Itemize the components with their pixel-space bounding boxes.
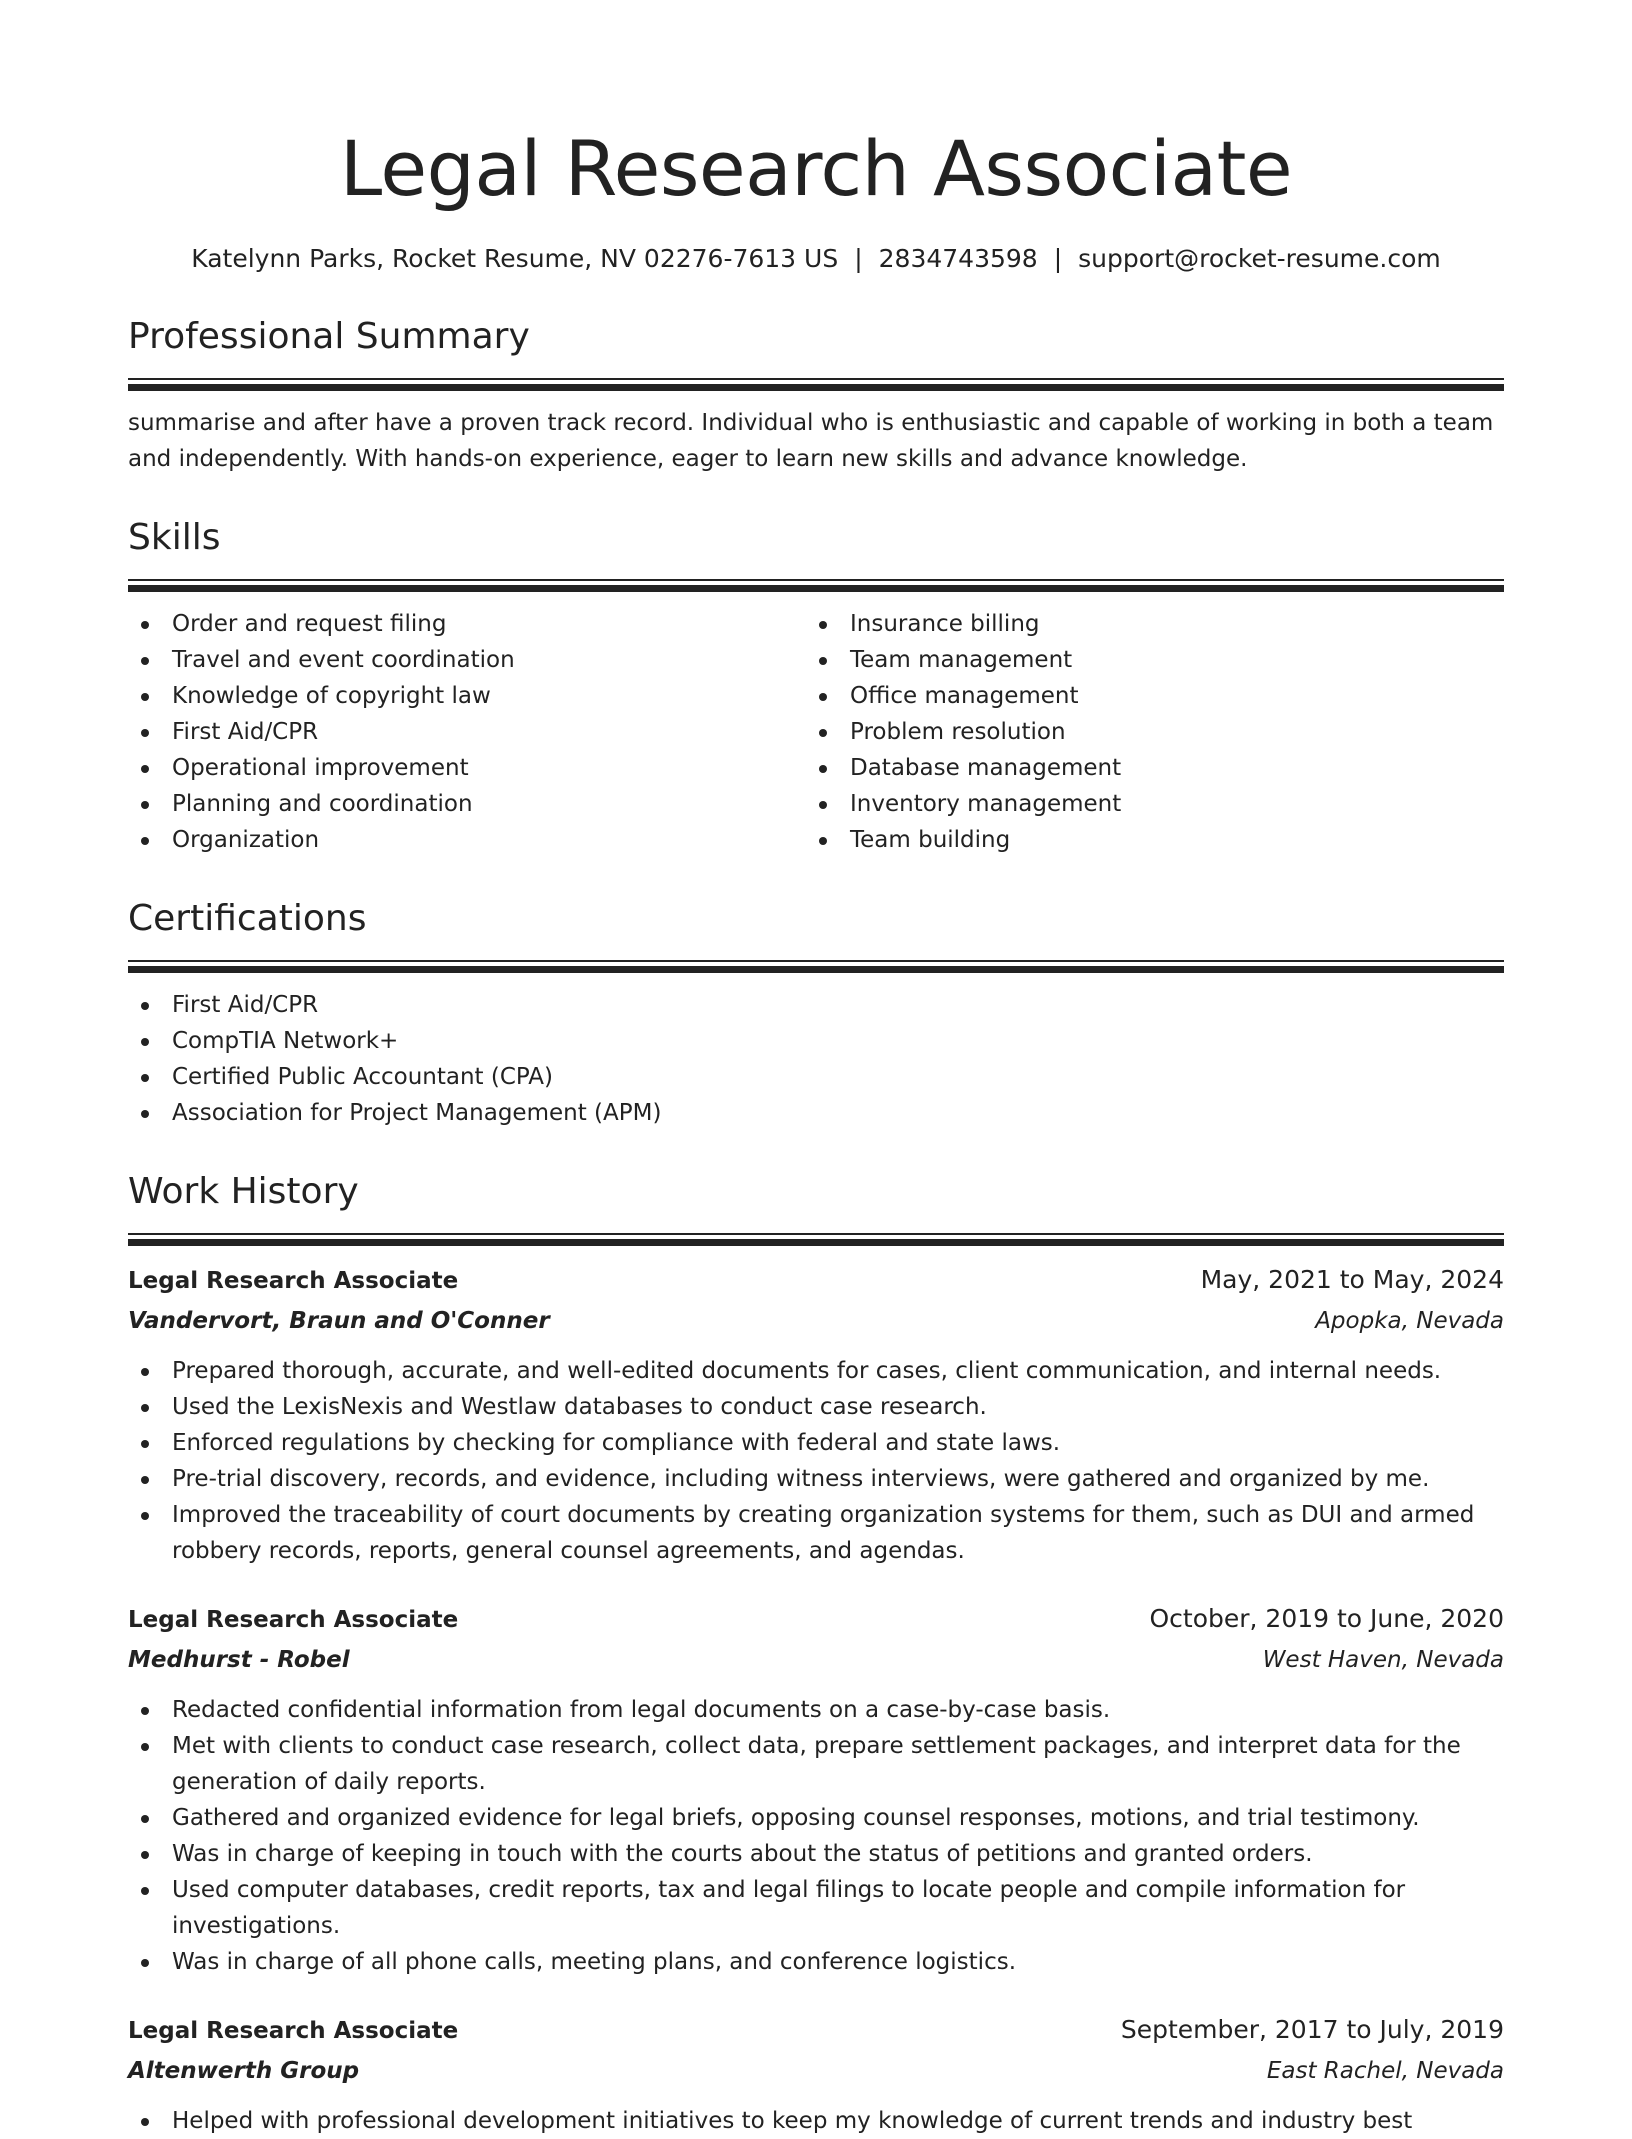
- duty-item: Gathered and organized evidence for legal briefs, opposing counsel responses, motions, and trial testimony.: [128, 1800, 1504, 1836]
- contact-address: Katelynn Parks, Rocket Resume, NV 02276-7613 US: [191, 244, 839, 273]
- job-dates: October, 2019 to June, 2020: [1149, 1604, 1504, 1633]
- skill-item: Organization: [128, 822, 806, 858]
- job-company: Altenwerth Group: [128, 2058, 360, 2084]
- job-company: Medhurst - Robel: [128, 1647, 350, 1673]
- duty-item: Prepared thorough, accurate, and well-edited documents for cases, client communication, and internal needs.: [128, 1353, 1504, 1389]
- skills-right-list: [806, 606, 1484, 858]
- job-subheader: [128, 1301, 1504, 1341]
- job-dates: September, 2017 to July, 2019: [1120, 2015, 1504, 2044]
- certification-item: Certified Public Accountant (CPA): [128, 1059, 1504, 1095]
- duty-item: Pre-trial discovery, records, and evidence, including witness interviews, were gathered and organized by me.: [128, 1461, 1504, 1497]
- job-title: Legal Research Associate: [128, 1607, 459, 1633]
- job-company: Vandervort, Braun and O'Conner: [128, 1308, 550, 1334]
- certification-item: CompTIA Network+: [128, 1023, 1504, 1059]
- job-duties: [128, 1353, 1504, 1569]
- section-heading: Work History: [128, 1171, 359, 1212]
- contact-separator: |: [854, 244, 863, 273]
- duty-item: Used the LexisNexis and Westlaw databases to conduct case research.: [128, 1389, 1504, 1425]
- job-dates: May, 2021 to May, 2024: [1200, 1265, 1504, 1294]
- job-entry: [128, 2010, 1504, 2139]
- duty-item: Met with clients to conduct case research, collect data, prepare settlement packages, and interpret data for the generation of daily reports.: [128, 1728, 1504, 1800]
- certifications-section: [128, 896, 1504, 1131]
- skill-item: Problem resolution: [806, 714, 1484, 750]
- section-divider: [128, 960, 1504, 973]
- job-header: [128, 2010, 1504, 2051]
- summary-section: [128, 314, 1504, 477]
- contact-separator: |: [1053, 244, 1063, 273]
- skill-item: Operational improvement: [128, 750, 806, 786]
- duty-item: Was in charge of keeping in touch with the courts about the status of petitions and granted orders.: [128, 1836, 1504, 1872]
- section-divider: [128, 378, 1504, 391]
- section-heading: Professional Summary: [128, 316, 530, 357]
- skills-section: [128, 515, 1504, 858]
- skill-item: Team management: [806, 642, 1484, 678]
- skill-item: Office management: [806, 678, 1484, 714]
- job-location: Apopka, Nevada: [1315, 1308, 1504, 1334]
- duty-item: Helped with professional development initiatives to keep my knowledge of current trends and industry best: [128, 2103, 1504, 2139]
- skill-item: Order and request filing: [128, 606, 806, 642]
- job-header: [128, 1260, 1504, 1301]
- job-header: [128, 1599, 1504, 1640]
- duty-item: Used computer databases, credit reports, tax and legal filings to locate people and compile information for investigations.: [128, 1872, 1504, 1944]
- contact-email: support@rocket-resume.com: [1078, 244, 1441, 273]
- section-divider: [128, 579, 1504, 592]
- duty-item: Improved the traceability of court documents by creating organization systems for them, such as DUI and armed robbery records, reports, general counsel agreements, and agendas.: [128, 1497, 1504, 1569]
- resume-page: [128, 0, 1504, 2134]
- duty-item: Redacted confidential information from legal documents on a case-by-case basis.: [128, 1692, 1504, 1728]
- skill-item: First Aid/CPR: [128, 714, 806, 750]
- contact-phone: 2834743598: [878, 244, 1038, 273]
- skill-item: Insurance billing: [806, 606, 1484, 642]
- section-heading: Skills: [128, 517, 221, 558]
- summary-text: summarise and after have a proven track record. Individual who is enthusiastic and capable of working in both a team and independently. With hands-on experience, eager to learn new skills and advance knowledge.: [128, 410, 1494, 472]
- certification-item: First Aid/CPR: [128, 987, 1504, 1023]
- skills-left-list: [128, 606, 806, 858]
- job-title: Legal Research Associate: [128, 1268, 459, 1294]
- job-entry: [128, 1260, 1504, 1569]
- job-subheader: [128, 1640, 1504, 1680]
- job-duties: [128, 1692, 1504, 1980]
- skill-item: Knowledge of copyright law: [128, 678, 806, 714]
- duty-item: Was in charge of all phone calls, meeting plans, and conference logistics.: [128, 1944, 1504, 1980]
- section-divider: [128, 1233, 1504, 1246]
- job-subheader: [128, 2051, 1504, 2091]
- work-history-section: [128, 1169, 1504, 2139]
- skill-item: Team building: [806, 822, 1484, 858]
- duty-item: Enforced regulations by checking for compliance with federal and state laws.: [128, 1425, 1504, 1461]
- skill-item: Database management: [806, 750, 1484, 786]
- certifications-list: [128, 987, 1504, 1131]
- skill-item: Inventory management: [806, 786, 1484, 822]
- contact-line: [128, 242, 1504, 276]
- job-duties: [128, 2103, 1504, 2139]
- job-location: East Rachel, Nevada: [1266, 2058, 1504, 2084]
- section-heading: Certifications: [128, 898, 367, 939]
- job-title: Legal Research Associate: [128, 2018, 459, 2044]
- skills-grid: [128, 606, 1504, 858]
- skill-item: Travel and event coordination: [128, 642, 806, 678]
- skill-item: Planning and coordination: [128, 786, 806, 822]
- job-entry: [128, 1599, 1504, 1980]
- job-location: West Haven, Nevada: [1262, 1647, 1504, 1673]
- certification-item: Association for Project Management (APM): [128, 1095, 1504, 1131]
- page-title: Legal Research Associate: [339, 124, 1293, 213]
